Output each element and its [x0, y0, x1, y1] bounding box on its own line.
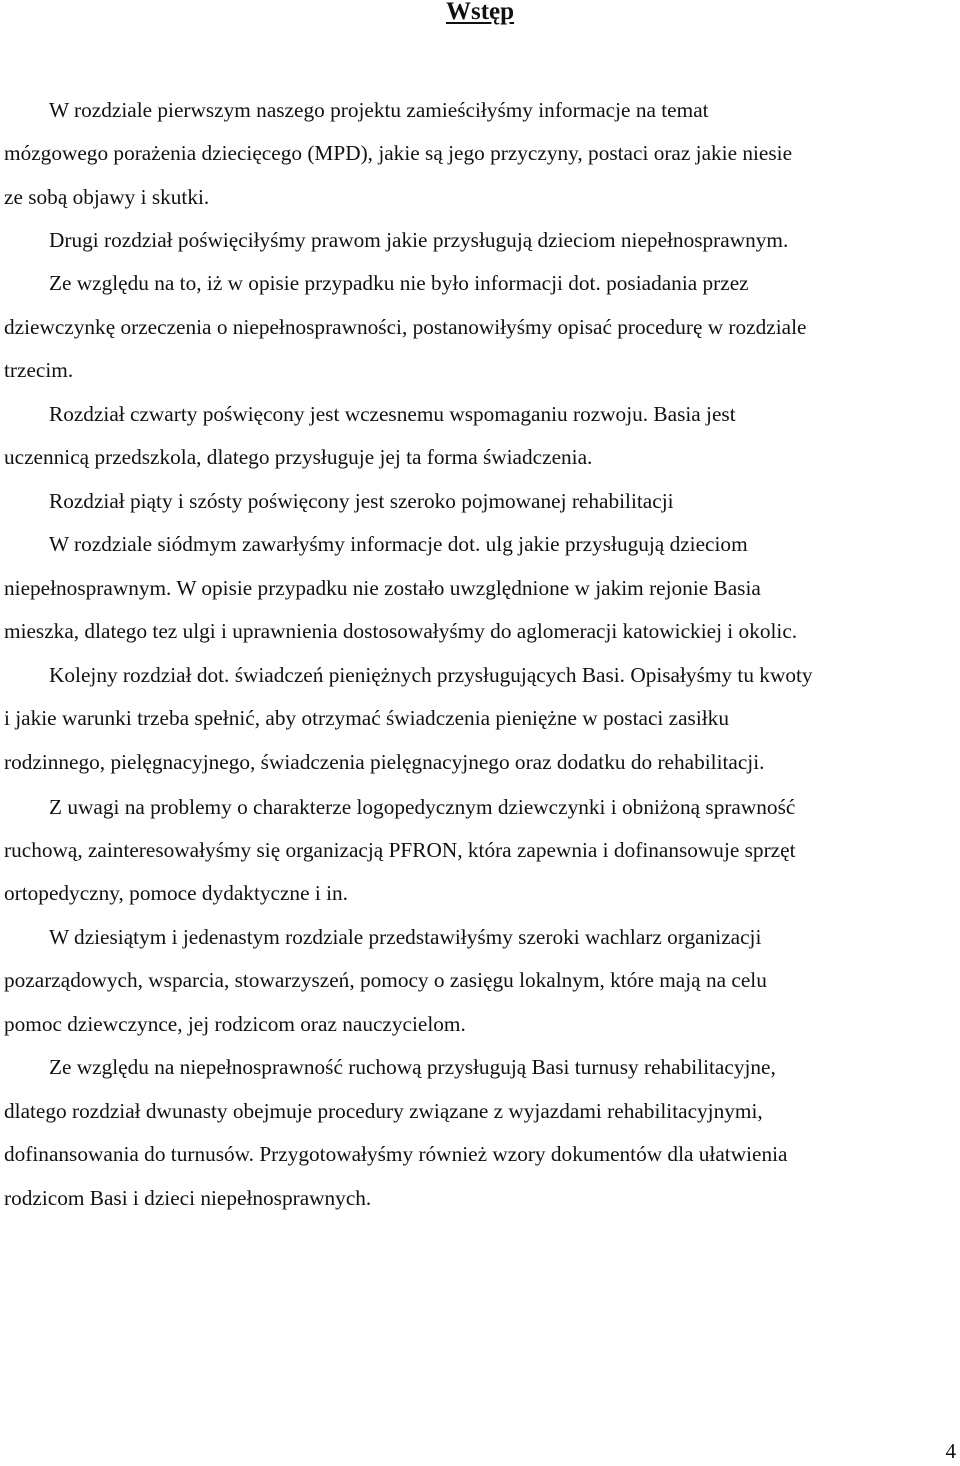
text-line: pozarządowych, wsparcia, stowarzyszeń, pomocy o zasięgu lokalnym, które mają na celu: [4, 968, 767, 992]
text-line: mózgowego porażenia dziecięcego (MPD), jakie są jego przyczyny, postaci oraz jakie niesie: [4, 141, 793, 165]
text-line: Z uwagi na problemy o charakterze logopedycznym dziewczynki i obniżoną sprawność: [49, 795, 796, 819]
text-line: W rozdziale siódmym zawarłyśmy informacje dot. ulg jakie przysługują dzieciom: [49, 532, 748, 556]
text-line: niepełnosprawnym. W opisie przypadku nie zostało uwzględnione w jakim rejonie Basia: [4, 576, 761, 600]
text-line: ortopedyczny, pomoce dydaktyczne i in.: [4, 881, 348, 905]
text-line: trzecim.: [4, 358, 74, 382]
text-line: Drugi rozdział poświęciłyśmy prawom jakie przysługują dzieciom niepełnosprawnym.: [49, 228, 789, 252]
text-line: i jakie warunki trzeba spełnić, aby otrzymać świadczenia pieniężne w postaci zasiłku: [4, 706, 729, 730]
text-line: Ze względu na to, iż w opisie przypadku nie było informacji dot. posiadania przez: [49, 271, 749, 295]
text-line: Rozdział piąty i szósty poświęcony jest szeroko pojmowanej rehabilitacji: [49, 489, 674, 513]
text-line: ruchową, zainteresowałyśmy się organizacją PFRON, która zapewnia i dofinansowuje sprzęt: [4, 838, 796, 862]
text-line: rodzinnego, pielęgnacyjnego, świadczenia pielęgnacyjnego oraz dodatku do rehabilitacji.: [4, 750, 765, 774]
text-line: W rozdziale pierwszym naszego projektu zamieściłyśmy informacje na temat: [49, 98, 709, 122]
text-line: rodzicom Basi i dzieci niepełnosprawnych.: [4, 1186, 372, 1210]
text-line: uczennicą przedszkola, dlatego przysługuje jej ta forma świadczenia.: [4, 445, 593, 469]
text-line: Ze względu na niepełnosprawność ruchową przysługują Basi turnusy rehabilitacyjne,: [49, 1055, 776, 1079]
page-title: Wstęp: [445, 0, 515, 25]
text-line: dlatego rozdział dwunasty obejmuje procedury związane z wyjazdami rehabilitacyjnymi,: [4, 1099, 763, 1123]
text-line: W dziesiątym i jedenastym rozdziale przedstawiłyśmy szeroki wachlarz organizacji: [49, 925, 762, 949]
page-number: 4: [945, 1439, 956, 1463]
text-line: mieszka, dlatego tez ulgi i uprawnienia dostosowałyśmy do aglomeracji katowickiej i okolic.: [4, 619, 798, 643]
text-line: dziewczynkę orzeczenia o niepełnosprawności, postanowiłyśmy opisać procedurę w rozdziale: [4, 315, 807, 339]
text-line: Rozdział czwarty poświęcony jest wczesnemu wspomaganiu rozwoju. Basia jest: [49, 402, 736, 426]
text-line: dofinansowania do turnusów. Przygotowałyśmy również wzory dokumentów dla ułatwienia: [4, 1142, 788, 1166]
text-line: pomoc dziewczynce, jej rodzicom oraz nauczycielom.: [4, 1012, 466, 1036]
text-line: Kolejny rozdział dot. świadczeń pieniężnych przysługujących Basi. Opisałyśmy tu kwoty: [49, 663, 813, 687]
text-line: ze sobą objawy i skutki.: [4, 185, 210, 209]
